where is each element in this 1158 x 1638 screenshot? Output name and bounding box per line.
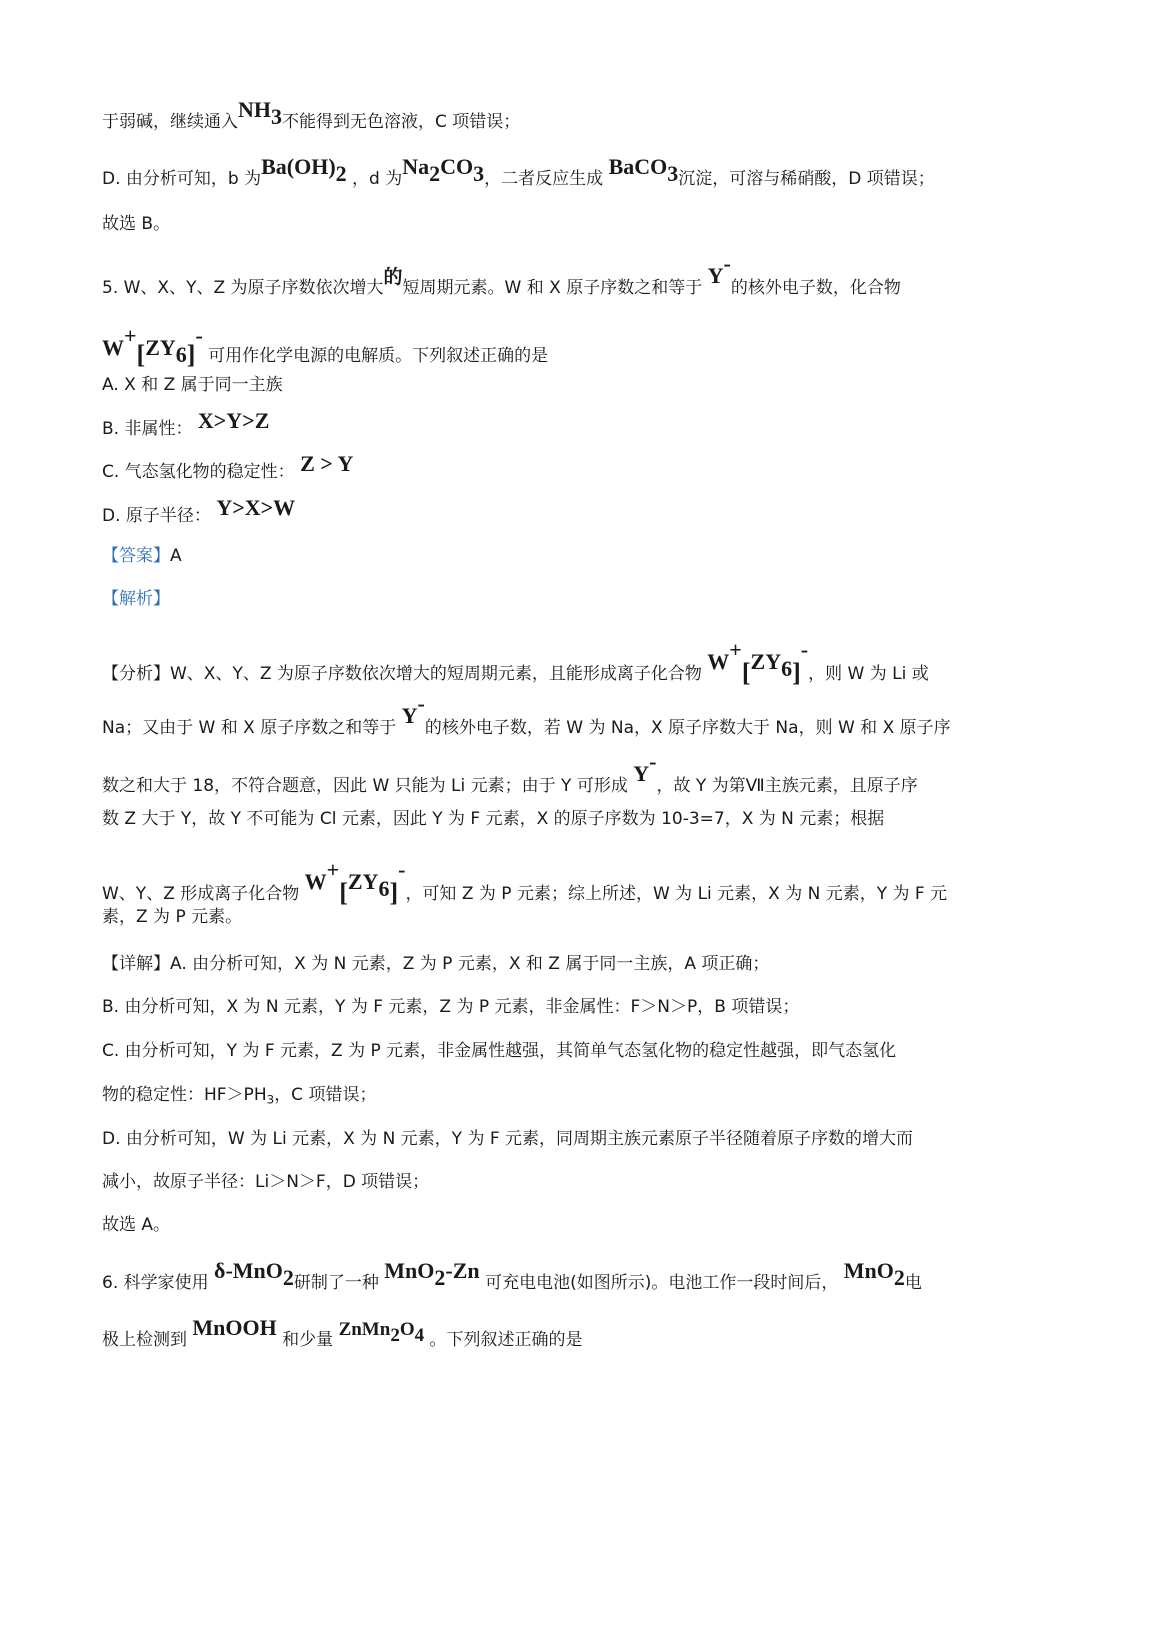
formula-segment: ZY <box>347 869 379 895</box>
formula-segment: MnO <box>843 1258 894 1283</box>
text-segment: D. 原子半径： <box>102 506 217 526</box>
text-segment: 故选 A。 <box>102 1215 171 1235</box>
text-line <box>102 1315 583 1358</box>
text-line <box>102 154 935 196</box>
text-line <box>102 637 929 691</box>
text-segment: B. 由分析可知，X 为 N 元素，Y 为 F 元素，Z 为 P 元素，非金属性：F＞N＞P，B 项错误； <box>102 997 800 1017</box>
text-line <box>102 251 901 300</box>
formula-segment: CO <box>440 154 474 179</box>
text-segment: B. 非属性： <box>102 419 198 439</box>
text-segment: 减小，故原子半径：Li＞N＞F，D 项错误； <box>102 1172 430 1192</box>
formula-segment: 的 <box>383 267 403 289</box>
formula-segment: BaCO <box>608 154 668 179</box>
text-segment: C. 气态氢化物的稳定性： <box>102 462 301 482</box>
formula-segment: δ-MnO <box>214 1258 283 1283</box>
formula-segment: ZY <box>145 335 176 361</box>
text-line <box>102 495 296 528</box>
formula-segment: Y>X>W <box>216 495 296 520</box>
formula-segment: Y <box>633 761 650 787</box>
text-segment: 沉淀，可溶与稀硝酸，D 项错误； <box>678 169 935 189</box>
formula-segment: Ba(OH) <box>261 154 336 179</box>
formula-segment: -Zn <box>445 1258 480 1283</box>
formula-segment: + <box>124 323 137 348</box>
formula-segment: ZnMn <box>338 1319 391 1340</box>
formula-segment: - <box>723 251 731 276</box>
text-segment: 数 Z 大于 Y，故 Y 不可能为 Cl 元素，因此 Y 为 F 元素，X 的原子序数为 10-3=7，X 为 N 元素；根据 <box>102 809 885 829</box>
text-line <box>102 373 283 397</box>
text-segment: 3 <box>266 1092 275 1107</box>
formula-segment: - <box>800 637 809 662</box>
text-segment: D. 由分析可知，b 为 <box>102 169 262 189</box>
formula-segment: Y <box>707 263 724 289</box>
text-segment: 极上检测到 <box>102 1330 193 1350</box>
formula-segment: ] <box>792 658 801 688</box>
formula-segment: W <box>707 649 730 675</box>
formula-segment: 4 <box>414 1324 425 1346</box>
formula-segment: W <box>102 335 124 361</box>
text-segment: ，可知 Z 为 P 元素；综上所述，W 为 Li 元素，X 为 N 元素，Y 为 F 元 <box>405 884 948 905</box>
text-segment: 【详解】A. 由分析可知，X 为 N 元素，Z 为 P 元素，X 和 Z 属于同一主族，A 项正确； <box>102 954 770 974</box>
text-line <box>102 905 242 929</box>
text-segment: C. 由分析可知，Y 为 F 元素，Z 为 P 元素，非金属性越强，其简单气态氢化物的稳定性越强，即气态氢化 <box>102 1041 897 1061</box>
text-line <box>102 807 884 831</box>
text-line <box>102 408 270 441</box>
formula-segment: 2 <box>429 160 441 186</box>
formula-segment: - <box>195 323 203 348</box>
text-line <box>102 1083 376 1112</box>
formula-segment: 2 <box>282 1264 294 1290</box>
formula-segment: Z > Y <box>300 451 354 476</box>
text-line <box>102 1213 170 1237</box>
formula-segment: MnO <box>384 1258 435 1283</box>
text-line <box>102 691 951 740</box>
text-segment: 研制了一种 <box>293 1273 385 1293</box>
formula-segment: - <box>398 857 406 882</box>
formula-segment: W <box>304 869 327 895</box>
text-segment: A <box>170 546 182 566</box>
text-segment: 可用作化学电源的电解质。下列叙述正确的是 <box>202 346 549 367</box>
text-segment: 短周期元素。W 和 X 原子序数之和等于 <box>402 278 708 299</box>
text-segment: 于弱碱，继续通入 <box>102 112 238 132</box>
text-segment: 和少量 <box>276 1330 339 1350</box>
text-line <box>102 1170 429 1194</box>
formula-segment: O <box>399 1319 415 1340</box>
text-segment: 【分析】W、X、Y、Z 为原子序数依次增大的短周期元素，且能形成离子化合物 <box>102 664 708 685</box>
text-line <box>102 952 769 976</box>
formula-segment: Y <box>401 703 418 729</box>
text-segment: 5. W、X、Y、Z 为原子序数依次增大 <box>102 278 384 299</box>
text-line <box>102 323 549 373</box>
text-line <box>102 587 170 611</box>
text-segment: ，则 W 为 Li 或 <box>808 664 929 685</box>
text-segment: ，故 Y 为第Ⅶ主族元素，且原子序 <box>656 776 918 797</box>
text-segment: 可充电电池(如图所示)。电池工作一段时间后， <box>479 1273 844 1293</box>
text-segment: 【解析】 <box>102 589 170 609</box>
formula-segment: 2 <box>390 1324 400 1346</box>
text-line <box>102 995 799 1019</box>
text-segment: 故选 B。 <box>102 214 171 234</box>
formula-segment: 3 <box>473 160 485 186</box>
formula-segment: 3 <box>271 103 282 129</box>
text-line <box>102 1127 913 1151</box>
text-line <box>102 749 918 798</box>
formula-segment: + <box>326 857 340 882</box>
text-line <box>102 544 182 568</box>
formula-segment: X>Y>Z <box>197 408 270 433</box>
text-segment: 。下列叙述正确的是 <box>424 1330 583 1350</box>
formula-segment: Na <box>402 154 430 179</box>
formula-segment: ZY <box>750 649 782 675</box>
text-segment: 的核外电子数，若 W 为 Na，X 原子序数大于 Na，则 W 和 X 原子序 <box>424 718 951 739</box>
text-segment: ，d 为 <box>346 169 403 189</box>
formula-segment: 3 <box>667 160 679 186</box>
text-segment: Na；又由于 W 和 X 原子序数之和等于 <box>102 718 402 739</box>
text-segment: 素，Z 为 P 元素。 <box>102 907 243 927</box>
text-segment: W、Y、Z 形成离子化合物 <box>102 884 305 905</box>
formula-segment: 2 <box>335 160 347 186</box>
text-segment: 不能得到无色溶液，C 项错误； <box>282 112 521 132</box>
formula-segment: - <box>417 691 425 716</box>
text-line <box>102 97 521 139</box>
formula-segment: [ <box>741 658 751 688</box>
text-segment: 【答案】 <box>102 546 170 566</box>
formula-segment: 6 <box>378 875 390 901</box>
formula-segment: [ <box>339 878 348 908</box>
text-segment: 的核外电子数，化合物 <box>730 278 901 299</box>
text-line <box>102 451 354 484</box>
formula-segment: MnOOH <box>192 1315 277 1340</box>
text-segment: A. X 和 Z 属于同一主族 <box>102 375 283 395</box>
text-segment: 物的稳定性：HF＞PH <box>102 1085 267 1105</box>
formula-segment: ] <box>186 340 196 370</box>
text-line <box>102 1039 896 1063</box>
formula-segment: 2 <box>893 1264 905 1290</box>
formula-segment: ] <box>389 878 399 908</box>
formula-segment: NH <box>238 97 271 122</box>
formula-segment: 6 <box>781 655 793 681</box>
text-segment: ，C 项错误； <box>274 1085 377 1105</box>
text-segment: 数之和大于 18，不符合题意，因此 W 只能为 Li 元素；由于 Y 可形成 <box>102 776 634 797</box>
text-line <box>102 1258 922 1300</box>
text-segment: D. 由分析可知，W 为 Li 元素，X 为 N 元素，Y 为 F 元素，同周期主族元素原子半径随着原子序数的增大而 <box>102 1129 914 1149</box>
text-segment: ，二者反应生成 <box>484 169 609 189</box>
text-line <box>102 212 170 236</box>
formula-segment: [ <box>136 340 146 370</box>
formula-segment: + <box>729 637 742 662</box>
text-segment: 电 <box>904 1273 922 1293</box>
text-segment: 6. 科学家使用 <box>102 1273 215 1293</box>
formula-segment: 2 <box>434 1264 446 1290</box>
formula-segment: 6 <box>175 341 187 367</box>
formula-segment: - <box>649 749 657 774</box>
